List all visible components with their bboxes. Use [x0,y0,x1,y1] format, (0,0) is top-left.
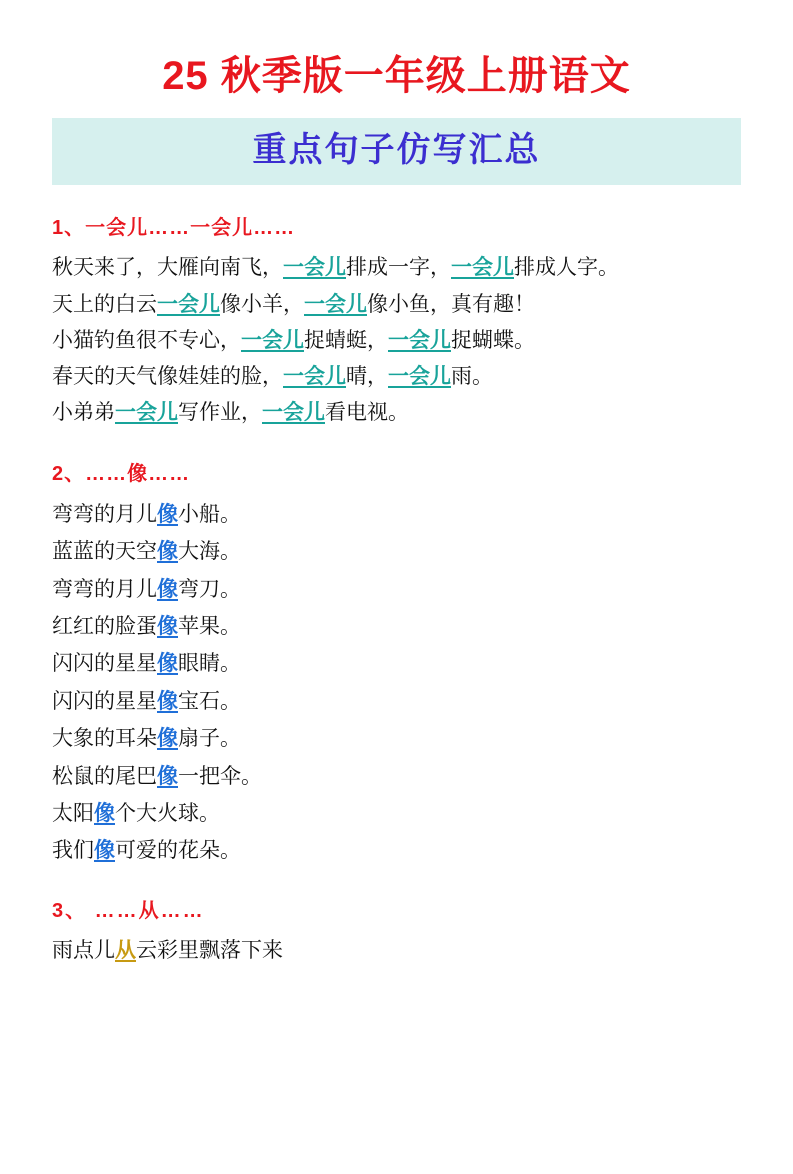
document-page [0,52,793,1174]
sentence-text: 写作业， [178,400,262,424]
keyword-highlight: 像 [157,689,178,713]
sentence-line [52,758,741,795]
sentence-text: 雨点儿 [52,938,115,962]
section-2-heading: 2、……像…… [52,462,191,485]
sentence-line [52,287,741,323]
sentence-line [52,323,741,359]
keyword-highlight: 一会儿 [388,364,451,388]
sentence-text: 个大火球。 [115,801,220,825]
keyword-highlight: 一会儿 [304,292,367,316]
sentence-line [52,832,741,869]
keyword-highlight: 一会儿 [241,328,304,352]
keyword-highlight: 像 [157,764,178,788]
sentence-line [52,795,741,832]
sentence-text: 春天的天气像娃娃的脸， [52,364,283,388]
keyword-highlight: 像 [94,801,115,825]
sentence-text: 蓝蓝的天空 [52,540,157,564]
sentence-text: 大海。 [178,540,241,564]
sentence-text: 松鼠的尾巴 [52,764,157,788]
sentence-text: 眼睛。 [178,652,241,676]
keyword-highlight: 像 [157,540,178,564]
sentence-text: 雨。 [451,364,493,388]
keyword-highlight: 一会儿 [262,400,325,424]
sentence-text: 捉蝴蝶。 [451,328,535,352]
keyword-highlight: 从 [115,938,136,962]
sentence-text: 我们 [52,839,94,863]
sentence-line [52,395,741,431]
keyword-highlight: 像 [157,727,178,751]
section-2 [52,457,741,870]
sentence-line [52,645,741,682]
subtitle-banner [52,118,741,185]
sentence-text: 小弟弟 [52,400,115,424]
keyword-highlight: 一会儿 [388,328,451,352]
sentence-text: 弯弯的月儿 [52,577,157,601]
keyword-highlight: 像 [157,502,178,526]
section-1 [52,211,741,431]
sentence-text: 小船。 [178,502,241,526]
sentence-text: 苹果。 [178,615,241,639]
keyword-highlight: 像 [94,839,115,863]
page-subtitle: 重点句子仿写汇总 [252,131,541,169]
section-3-heading: 3、 ……从…… [52,899,205,922]
sentence-line [52,250,741,286]
section-3 [52,894,741,969]
section-1-lines [52,250,741,431]
sentence-text: 太阳 [52,801,94,825]
sentence-text: 像小鱼，真有趣！ [367,292,535,316]
keyword-highlight: 一会儿 [283,256,346,280]
sentence-text: 排成一字， [346,256,451,280]
page-title: 25 秋季版一年级上册语文 [162,54,631,98]
keyword-highlight: 一会儿 [451,256,514,280]
sentence-line [52,533,741,570]
sentence-text: 弯刀。 [178,577,241,601]
keyword-highlight: 像 [157,652,178,676]
sentence-text: 红红的脸蛋 [52,615,157,639]
sentence-text: 天上的白云 [52,292,157,316]
keyword-highlight: 一会儿 [283,364,346,388]
sentence-line [52,359,741,395]
sentence-text: 像小羊， [220,292,304,316]
keyword-highlight: 像 [157,577,178,601]
section-2-lines [52,496,741,870]
sentence-line [52,496,741,533]
sentence-text: 闪闪的星星 [52,652,157,676]
sentence-text: 闪闪的星星 [52,689,157,713]
sentence-line [52,683,741,720]
sentence-text: 弯弯的月儿 [52,502,157,526]
sentence-line [52,608,741,645]
sentence-text: 排成人字。 [514,256,619,280]
sentence-text: 扇子。 [178,727,241,751]
section-3-lines [52,933,741,969]
sentence-text: 捉蜻蜓， [304,328,388,352]
sentence-text: 晴， [346,364,388,388]
sentence-text: 小猫钓鱼很不专心， [52,328,241,352]
sentence-text: 一把伞。 [178,764,262,788]
sentence-line [52,720,741,757]
sentence-text: 可爱的花朵。 [115,839,241,863]
sentence-line [52,933,741,969]
sentence-text: 云彩里飘落下来 [136,938,283,962]
keyword-highlight: 一会儿 [115,400,178,424]
sentence-text: 宝石。 [178,689,241,713]
section-1-heading: 1、一会儿……一会儿…… [52,217,296,240]
sentence-text: 秋天来了，大雁向南飞， [52,256,283,280]
sentence-text: 大象的耳朵 [52,727,157,751]
keyword-highlight: 像 [157,615,178,639]
sentence-line [52,571,741,608]
sentence-text: 看电视。 [325,400,409,424]
keyword-highlight: 一会儿 [157,292,220,316]
